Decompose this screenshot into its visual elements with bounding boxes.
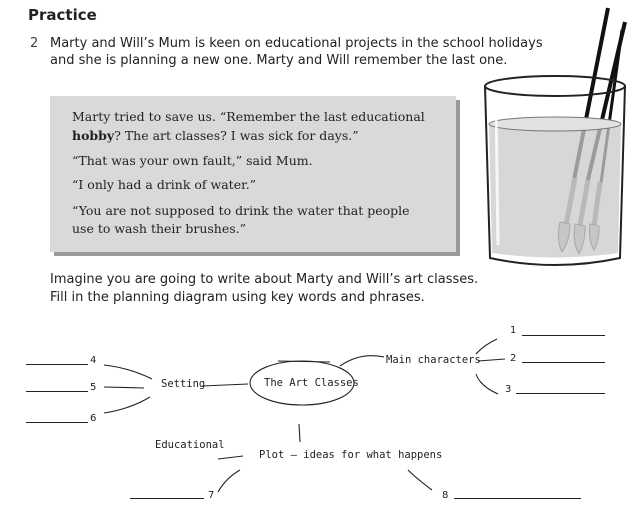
quote-line-2-rest: ? The art classes? I was sick for days.”: [114, 128, 359, 143]
main-characters-label: Main characters: [386, 354, 481, 366]
answer-blank-3[interactable]: [516, 393, 605, 394]
question-number: 2: [30, 36, 39, 51]
number-8: 8: [442, 490, 449, 501]
center-topic: The Art Classes: [264, 377, 359, 389]
number-7: 7: [208, 490, 215, 501]
answer-blank-5[interactable]: [26, 391, 88, 392]
answer-blank-1[interactable]: [522, 335, 605, 336]
plot-label: Plot – ideas for what happens: [259, 449, 443, 461]
instruction-line-1: Imagine you are going to write about Marty and Will’s art classes.: [50, 272, 479, 287]
answer-blank-7[interactable]: [130, 498, 204, 499]
answer-blank-8[interactable]: [454, 498, 581, 499]
quote-line-6: use to wash their brushes.”: [72, 221, 247, 236]
number-2: 2: [510, 353, 517, 364]
quote-line-1: Marty tried to save us. “Remember the last educational: [72, 109, 425, 124]
setting-label: Setting: [161, 378, 206, 390]
quote-line-3: “That was your own fault,” said Mum.: [72, 153, 313, 168]
educational-label: Educational: [155, 439, 225, 451]
number-4: 4: [90, 355, 97, 366]
number-6: 6: [90, 413, 97, 424]
quote-line-5: “You are not supposed to drink the water that people: [72, 203, 410, 218]
question-text-line-1: Marty and Will’s Mum is keen on educational projects in the school holidays: [50, 36, 543, 51]
answer-blank-2[interactable]: [522, 362, 605, 363]
quote-bold-word: hobby: [72, 128, 115, 143]
number-3: 3: [505, 384, 512, 395]
instruction-line-2: Fill in the planning diagram using key words and phrases.: [50, 290, 425, 305]
number-1: 1: [510, 325, 517, 336]
question-text-line-2: and she is planning a new one. Marty and Will remember the last one.: [50, 53, 508, 68]
quote-line-4: “I only had a drink of water.”: [72, 177, 257, 192]
answer-blank-4[interactable]: [26, 364, 88, 365]
answer-blank-6[interactable]: [26, 422, 88, 423]
number-5: 5: [90, 382, 97, 393]
section-heading: Practice: [28, 6, 97, 24]
